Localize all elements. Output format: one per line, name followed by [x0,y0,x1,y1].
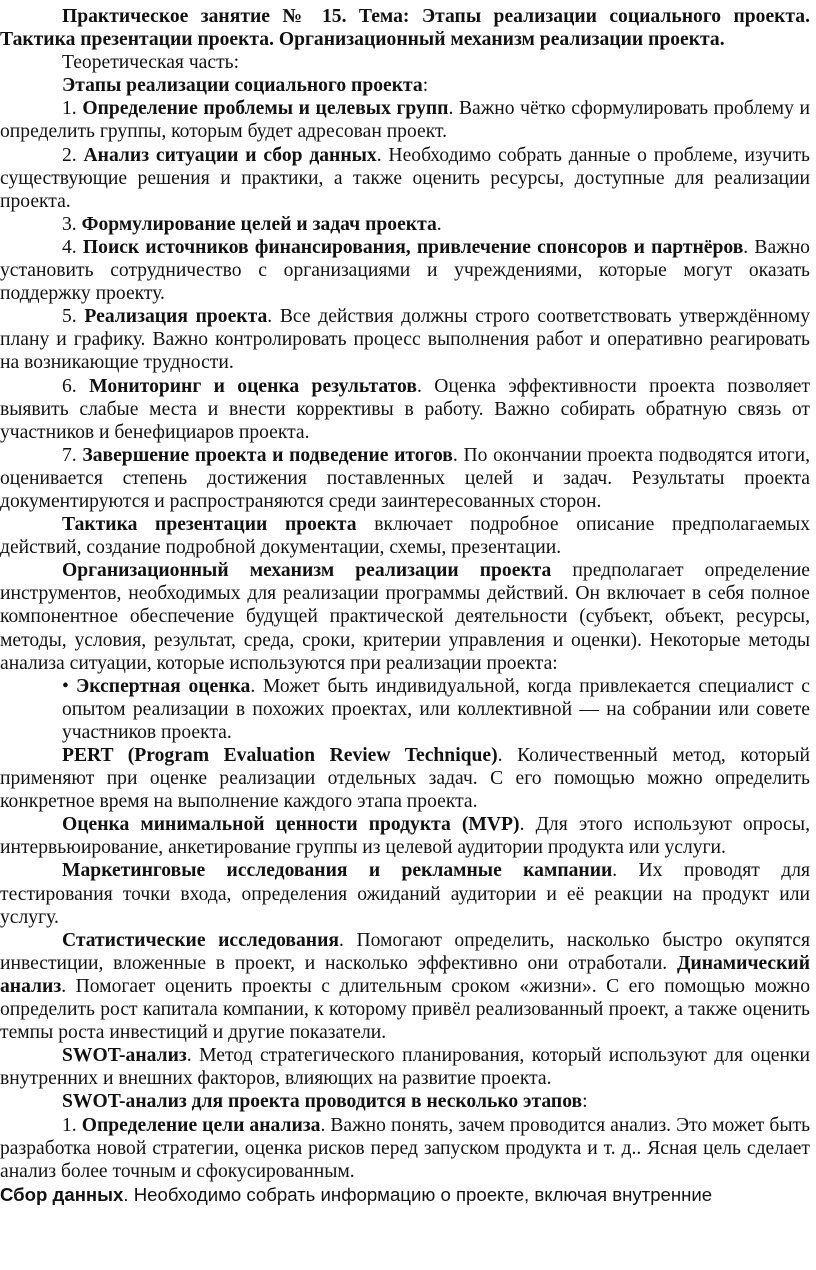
stage-term: Завершение проекта и подведение итогов [82,444,453,466]
swot-stages-heading-colon: : [582,1091,588,1113]
swot-stage-item-partial [0,1183,810,1206]
stage-number: 2. [62,144,77,166]
mvp-text: . Для этого используют опросы, интервьюирование, анкетирование группы из целевой аудитории продукта или услуги. [0,814,810,859]
pert-term: PERT (Program Evaluation Review Technique) [62,745,498,766]
mvp-method-paragraph [0,813,810,859]
swot-stage-text: . Важно понять, зачем проводится анализ. Это может быть разработка новой стратегии, оценка рисков перед запуском продукта и т. д.. Ясная цель сделает анализ более точным и сфокусированным. [0,1114,811,1182]
swot-stage-term: Определение цели анализа [81,1114,321,1136]
swot-stage-number: 1. [62,1114,77,1136]
mechanism-term: Организационный механизм реализации проекта [62,560,552,582]
stage-item [0,144,810,213]
swot-stages-heading [0,1090,810,1113]
stage-text: . Важно установить сотрудничество с организациями и учреждениями, которые могут оказать поддержку проекту. [0,236,810,305]
dynamic-term: Динамический анализ [0,952,810,997]
swot-stage2-text: . Необходимо собрать информацию о проекте, включая внутренние [123,1183,713,1205]
stats-text: . Помогают определить, насколько быстро окупятся инвестиции, вложенные в проект, и насколько эффективно они отработали. [0,929,810,974]
stages-heading-colon: : [422,75,429,97]
pert-method-paragraph [0,744,810,813]
mvp-term: Оценка минимальной ценности продукта (MVP) [62,814,520,836]
swot-stage2-term: Сбор данных [0,1183,124,1205]
marketing-text: . Их проводят для тестирования точки входа, определения ожиданий аудитории и её реакции на продукт или услугу. [0,860,810,928]
stage-text: . По окончании проекта подводятся итоги, оценивается степень достижения поставленных целей и задач. Результаты проекта документируются и распространяются среди заинтересованных сторон. [0,444,810,512]
expert-text: . Может быть индивидуальной, когда привлекается специалист с опытом реализации в похожих проектах, или коллективной — на собрании или совете участников проекта. [62,675,811,743]
swot-term: SWOT-анализ [62,1045,187,1067]
stage-number: 5. [62,306,77,328]
stage-term: Реализация проекта [84,306,268,328]
stage-term: Анализ ситуации и сбор данных [83,144,377,166]
stage-item [0,97,810,143]
stage-term: Мониторинг и оценка результатов [89,375,417,397]
stage-item [0,444,810,513]
mechanism-text: предполагает определение инструментов, необходимых для реализации программы действий. Он включает в себя полное компонентное обеспечение будущей практической деятельности (субъект, объект, ресурсы, методы, условия, результат, среда, сроки, критерии управления и оценки). Некоторые методы анализа ситуации, которые используются при реализации проекта: [0,560,811,674]
bullet-icon: • [62,675,69,697]
expert-term: Экспертная оценка [76,675,251,697]
stages-heading-text: Этапы реализации социального проекта [62,75,423,97]
stage-item [0,305,810,374]
theory-label: Теоретическая часть: [62,52,240,74]
marketing-term: Маркетинговые исследования и рекламные кампании [62,860,613,882]
stats-term: Статистические исследования [62,929,339,951]
stage-term: Формулирование целей и задач проекта [81,213,437,235]
stage-item [0,213,810,236]
swot-stages-heading-text: SWOT-анализ для проекта проводится в несколько этапов [62,1091,583,1113]
swot-text: . Метод стратегического планирования, который используют для оценки внутренних и внешних факторов, влияющих на развитие проекта. [0,1045,810,1090]
stage-term: Поиск источников финансирования, привлечение спонсоров и партнёров [82,236,744,258]
marketing-method-paragraph [0,859,810,928]
stats-dynamic-paragraph [0,929,810,1044]
mechanism-paragraph [0,559,810,674]
stage-text: . Все действия должны строго соответствовать утверждённому плану и графику. Важно контролировать процесс выполнения работ и оперативно реагировать на возникающие трудности. [0,306,810,374]
stage-term: Определение проблемы и целевых групп [82,98,449,120]
stage-number: 3. [62,213,77,235]
tactics-term: Тактика презентации проекта [62,514,357,536]
stage-text: . Важно чётко сформулировать проблему и определить группы, которым будет адресован проект. [0,98,810,143]
stage-number: 1. [62,98,77,120]
swot-method-paragraph [0,1044,810,1090]
swot-stage-item [0,1114,810,1183]
tactics-paragraph [0,513,810,559]
stage-number: 7. [62,444,77,466]
expert-method-item [0,675,810,744]
stages-heading [0,74,810,97]
stage-number: 6. [62,375,77,397]
page-title: Практическое занятие № 15. Тема: Этапы реализации социального проекта. Тактика презентации проекта. Организационный механизм реализации проекта. [0,6,810,51]
dynamic-text: . Помогает оценить проекты с длительным сроком «жизни». С его помощью можно определить рост капитала компании, к которому привёл реализованный проект, а также оценить темпы роста инвестиций и другие показатели. [0,975,810,1044]
tactics-text: включает подробное описание предполагаемых действий, создание подробной документации, схемы, презентации. [0,514,810,559]
stage-item [0,236,810,305]
stage-item [0,375,810,444]
stage-text: . [436,213,442,235]
stage-text: . Необходимо собрать данные о проблеме, изучить существующие решения и практики, а также оценить ресурсы, доступные для реализации проекта. [0,144,810,212]
stage-text: . Оценка эффективности проекта позволяет выявить слабые места и внести коррективы в работу. Важно собирать обратную связь от участников и бенефициаров проекта. [0,375,810,443]
pert-text: . Количественный метод, который применяют при оценке реализации отдельных задач. С его помощью можно определить конкретное время на выполнение каждого этапа проекта. [0,745,810,813]
stage-number: 4. [62,236,77,258]
